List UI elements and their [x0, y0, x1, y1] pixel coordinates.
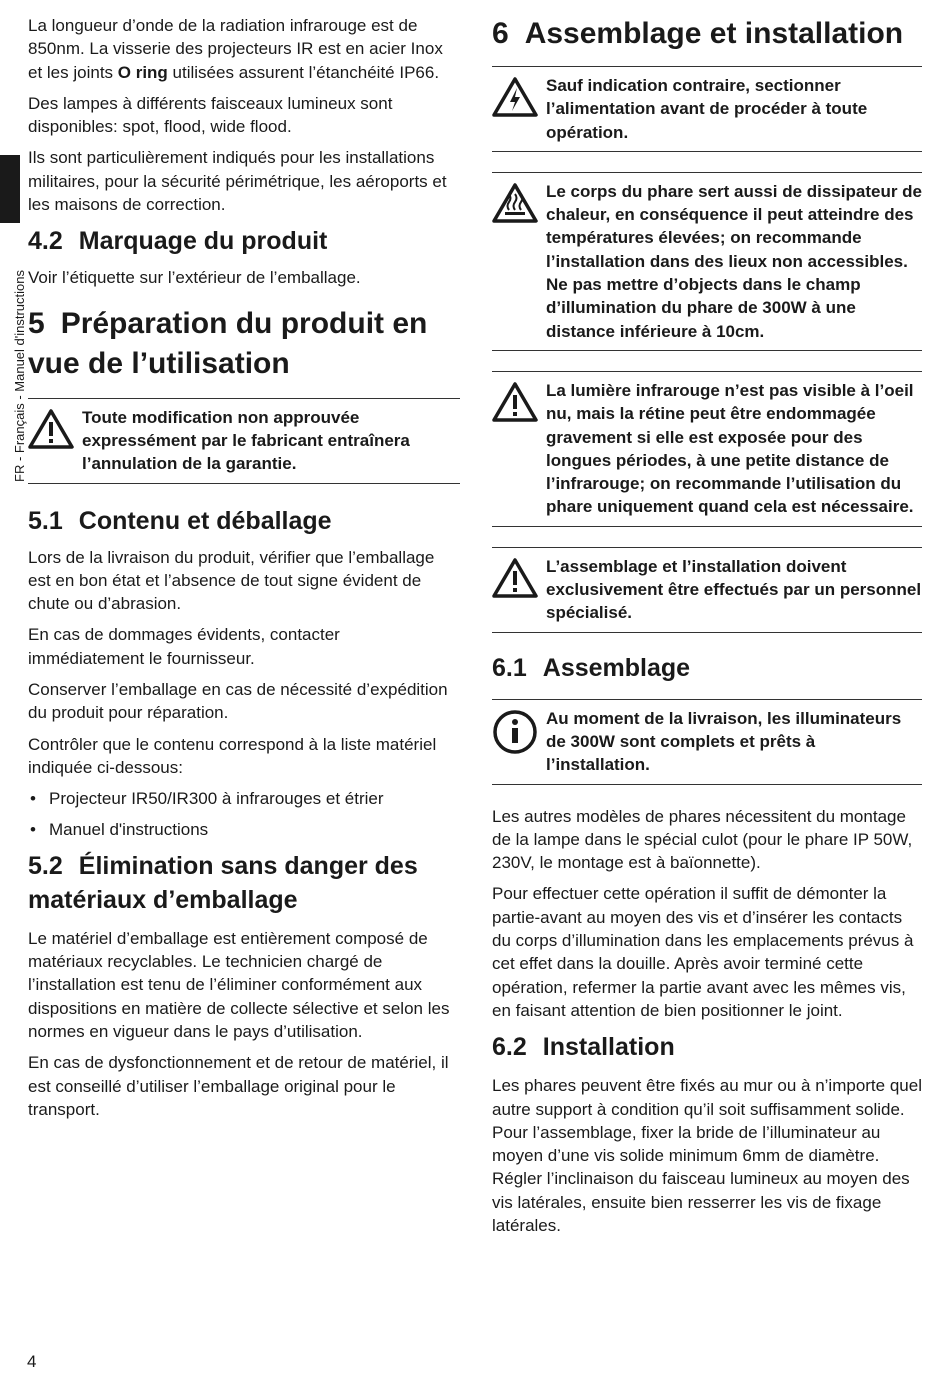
warning-text: L’assemblage et l’installation doivent exclusivement être effectués par un personnel spécialisé.: [546, 556, 922, 623]
paragraph: Le matériel d’emballage est entièrement composé de matériaux recyclables. Le technicien chargé de l’installation est tenu de l’éliminer conformément aux dispositions en matière de collecte sélective et selon les normes en vigueur dans le pays d’utilisation.: [28, 928, 450, 1042]
section-heading-6-2: 6.2 Installation: [492, 1033, 675, 1062]
warning-triangle-icon: [492, 379, 538, 428]
list-item: • Projecteur IR50/IR300 à infrarouges et étrier: [28, 787, 460, 810]
electric-warning-notice: [492, 66, 922, 152]
warning-notice: [28, 398, 460, 484]
section-heading-6-1: 6.1 Assemblage: [492, 653, 691, 682]
warning-text: Toute modification non approuvée expressément par le fabricant entraînera l’annulation de la garantie.: [82, 407, 410, 474]
section-heading-5-1: 5.1 Contenu et déballage: [28, 506, 332, 535]
paragraph: Des lampes à différents faisceaux lumineux sont disponibles: spot, flood, wide flood.: [28, 93, 393, 137]
paragraph: Contrôler que le contenu correspond à la liste matériel indiquée ci-dessous:: [28, 734, 437, 777]
section-heading-4-2: 4.2 Marquage du produit: [28, 227, 328, 256]
warning-triangle-icon: [492, 555, 538, 604]
heat-warning-notice: [492, 172, 922, 351]
section-heading-6: 6 Assemblage et installation: [492, 17, 904, 50]
sidebar-tab-marker: [0, 155, 20, 223]
sidebar-section-label: FR - Français - Manuel d'instructions: [12, 270, 27, 482]
infrared-warning-notice: [492, 371, 922, 527]
info-text: Au moment de la livraison, les illuminateurs de 300W sont complets et prêts à l’installation.: [546, 708, 902, 775]
left-column: [28, 14, 460, 1129]
warning-triangle-icon: [28, 406, 74, 455]
staff-warning-notice: [492, 547, 922, 633]
paragraph: Les autres modèles de phares nécessitent du montage de la lampe dans le spécial culot (pour le phare IP 50W, 230V, le montage est à baïonnette).: [492, 806, 913, 873]
paragraph: Les phares peuvent être fixés au mur ou à n’importe quel autre support à condition qu’il soit suffisamment solide. Pour l’assemblage, fixer la bride de l’illuminateur au moyen d’une vis solide minimum 6mm de diamètre. Régler l’inclinaison du faisceau lumineux au moyen des vis latérales, ensuite bien resserrer les vis de fixage latérales.: [492, 1076, 922, 1235]
paragraph: Pour effectuer cette opération il suffit de démonter la partie-avant au moyen des vis et d’insérer les contacts du corps d’illumination dans les emplacements prévus à cet effet dans la douille. Après avoir terminé cette opération, refermer la partie avant avec les mêmes vis, en faisant attention de bien positionner le joint.: [492, 884, 914, 1020]
paragraph: Voir l’étiquette sur l’extérieur de l’emballage.: [28, 268, 361, 288]
paragraph: Ils sont particulièrement indiqués pour les installations militaires, pour la sécurité périmétrique, les aéroports et les maisons de correction.: [28, 148, 447, 215]
warning-text: La lumière infrarouge n’est pas visible à l’oeil nu, mais la rétine peut être endommagée gravement si elle est exposée pour des longues périodes, à une petite distance de l’infrarouge; on recommande l’utilisation du phare uniquement quand cela est nécessaire.: [546, 380, 914, 517]
warning-text: Le corps du phare sert aussi de dissipateur de chaleur, en conséquence il peut atteindre des températures élevées; on recommande l’installation dans des lieux non accessibles. Ne pas mettre d’objects dans le champ d’illumination du phare de 300W à une distance inférieure à 10cm.: [546, 181, 923, 341]
info-circle-icon: [492, 707, 538, 760]
paragraph: En cas de dommages évidents, contacter immédiatement le fournisseur.: [28, 625, 340, 668]
section-heading-5-2: 5.2 Élimination sans danger des matériaux d’emballage: [28, 851, 418, 914]
info-notice: [492, 699, 922, 785]
warning-text: Sauf indication contraire, sectionner l’alimentation avant de procéder à toute opération.: [546, 76, 868, 142]
paragraph: Conserver l’emballage en cas de nécessité d’expédition du produit pour réparation.: [28, 680, 448, 723]
right-column: [492, 14, 922, 1245]
electric-hazard-icon: [492, 74, 538, 123]
list-item: • Manuel d'instructions: [28, 818, 460, 841]
contents-list: [28, 787, 460, 841]
paragraph: Lors de la livraison du produit, vérifier que l’emballage est en bon état et l’absence de tout signe évident de chute ou d’abrasion.: [28, 547, 435, 614]
page-number: 4: [27, 1352, 37, 1371]
section-heading-5: 5 Préparation du produit en vue de l’utilisation: [28, 306, 428, 380]
hot-surface-icon: [492, 180, 538, 229]
paragraph: En cas de dysfonctionnement et de retour de matériel, il est conseillé d’utiliser l’emballage original pour le transport.: [28, 1053, 449, 1119]
paragraph: La longueur d’onde de la radiation infrarouge est de 850nm. La visserie des projecteurs IR est en acier Inox et les joints O ring utilisées assurent l’étanchéité IP66.: [28, 16, 443, 82]
